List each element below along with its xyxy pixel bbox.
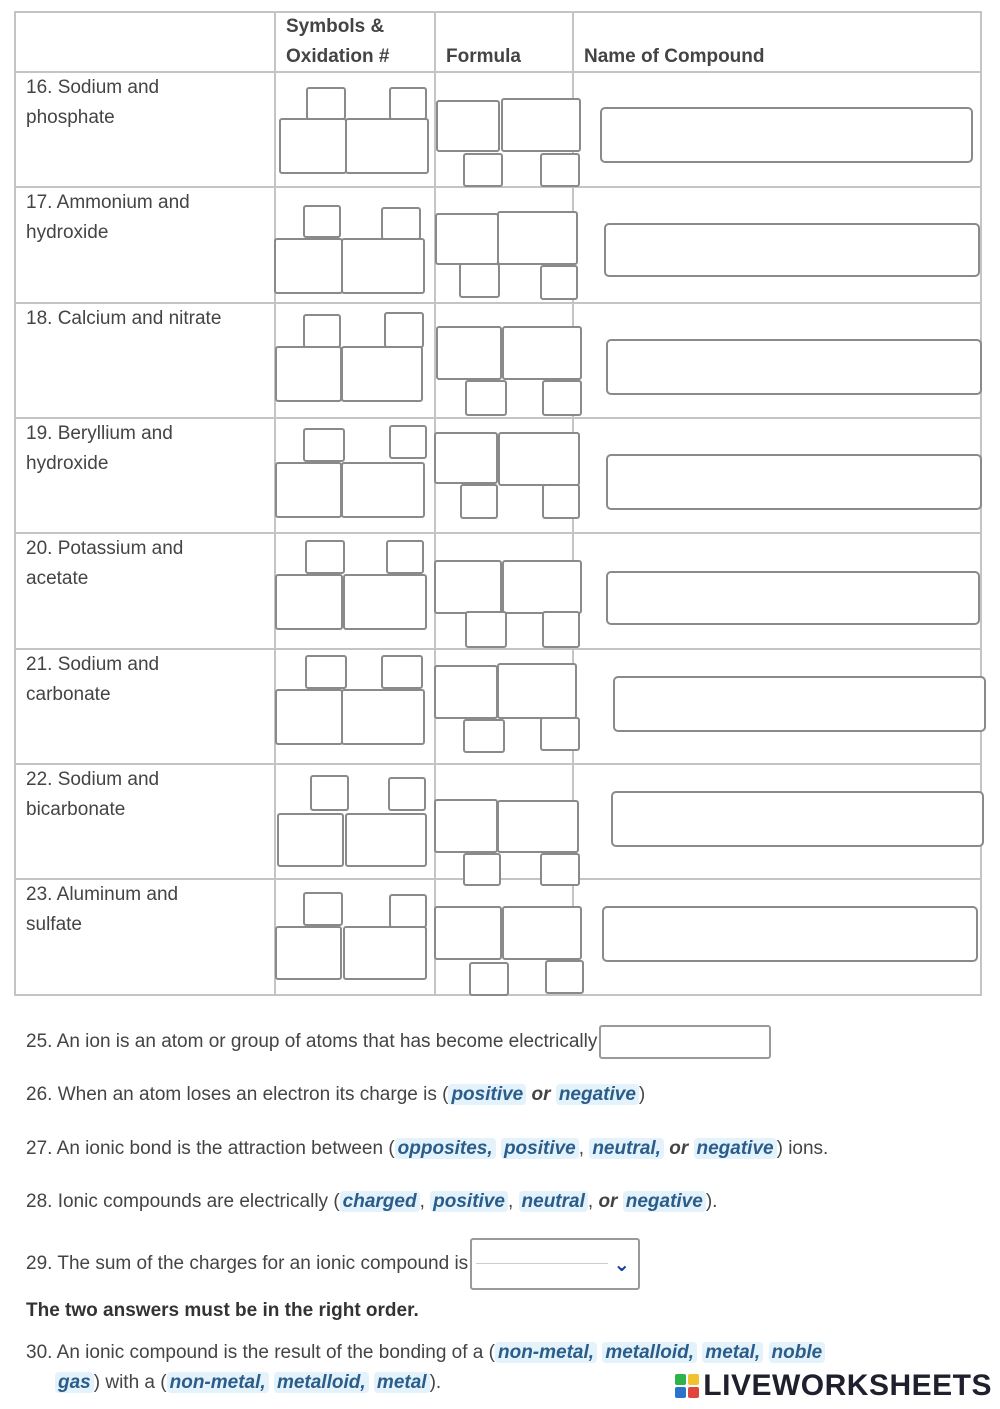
logo-text: LIVEWORKSHEETS (703, 1369, 992, 1402)
question-29-text: 29. The sum of the charges for an ionic compound is (26, 1253, 469, 1275)
oxidation-input-cation[interactable] (303, 428, 345, 462)
table-border-top (14, 11, 982, 13)
oxidation-input-anion[interactable] (389, 87, 427, 120)
symbol-input-cation[interactable] (275, 346, 342, 402)
formula-input-cation[interactable] (436, 100, 500, 152)
symbol-input-cation[interactable] (275, 926, 342, 980)
question-25-answer-input[interactable] (599, 1025, 771, 1059)
formula-input-anion[interactable] (497, 211, 578, 265)
oxidation-input-cation[interactable] (310, 775, 349, 811)
paren: ). (705, 1191, 718, 1212)
formula-input-anion[interactable] (497, 663, 577, 719)
formula-input-cation[interactable] (434, 799, 498, 853)
formula-input-cation[interactable] (434, 665, 498, 719)
option-non-metal[interactable]: non-metal, (495, 1342, 597, 1363)
option-negative[interactable]: negative (556, 1084, 639, 1105)
option-positive[interactable]: positive (430, 1191, 508, 1212)
question-28: 28. Ionic compounds are electrically ( charged , positive , neutral , or negative ). (26, 1191, 718, 1212)
formula-subscript-cation[interactable] (463, 719, 505, 753)
paren: ) ions. (776, 1138, 829, 1159)
compound-name-input[interactable] (606, 454, 982, 510)
question-26-text: 26. When an atom loses an electron its charge is (26, 1084, 443, 1105)
conjunction: or (598, 1191, 618, 1212)
formula-subscript-cation[interactable] (469, 962, 509, 996)
option-metal[interactable]: metal, (702, 1342, 763, 1363)
row-label-18: 18. Calcium and nitrate (26, 308, 222, 329)
formula-subscript-anion[interactable] (545, 960, 584, 994)
compound-name-input[interactable] (606, 571, 980, 625)
liveworksheets-logo-icon (675, 1374, 699, 1398)
question-26 (26, 1080, 645, 1110)
option-metal[interactable]: metal (374, 1372, 430, 1393)
oxidation-input-cation[interactable] (303, 314, 341, 348)
option-positive[interactable]: positive (501, 1138, 579, 1159)
oxidation-input-anion[interactable] (381, 655, 423, 689)
oxidation-input-anion[interactable] (388, 777, 426, 811)
symbol-input-anion[interactable] (341, 346, 423, 402)
conjunction: or (531, 1084, 551, 1105)
question-27-text: 27. An ionic bond is the attraction between (26, 1138, 389, 1159)
compound-name-input[interactable] (604, 223, 980, 277)
order-note: The two answers must be in the right order. (26, 1300, 419, 1321)
liveworksheets-logo (675, 1369, 992, 1403)
row-label-20: 20. Potassium and acetate (26, 538, 184, 589)
comma: , (578, 1138, 585, 1159)
formula-input-cation[interactable] (434, 906, 502, 960)
symbol-input-anion[interactable] (341, 462, 425, 518)
header-formula: Formula (446, 46, 521, 67)
formula-subscript-cation[interactable] (463, 853, 501, 886)
symbol-input-cation[interactable] (275, 574, 343, 630)
symbol-input-anion[interactable] (345, 118, 429, 174)
question-30-line2 (55, 1368, 441, 1398)
formula-subscript-cation[interactable] (459, 263, 500, 298)
table-border-left (14, 11, 16, 996)
formula-input-cation[interactable] (435, 213, 499, 265)
formula-subscript-anion[interactable] (540, 853, 580, 886)
oxidation-input-anion[interactable] (381, 207, 421, 240)
symbol-input-anion[interactable] (341, 238, 425, 294)
oxidation-input-cation[interactable] (305, 655, 347, 689)
formula-input-anion[interactable] (497, 800, 579, 853)
option-opposites[interactable]: opposites, (395, 1138, 496, 1159)
row-label-22: 22. Sodium and bicarbonate (26, 769, 160, 820)
symbol-input-cation[interactable] (274, 238, 343, 294)
header-symbols: Symbols & Oxidation # (286, 16, 390, 67)
formula-input-cation[interactable] (436, 326, 502, 380)
row-label-19: 19. Beryllium and hydroxide (26, 423, 173, 474)
symbol-input-anion[interactable] (343, 926, 427, 980)
compound-name-input[interactable] (606, 339, 982, 395)
option-charged[interactable]: charged (340, 1191, 420, 1212)
row-label-16: 16. Sodium and phosphate (26, 77, 160, 128)
row-label-21: 21. Sodium and carbonate (26, 654, 160, 705)
oxidation-input-anion[interactable] (384, 312, 424, 348)
oxidation-input-cation[interactable] (306, 87, 346, 120)
option-metalloid[interactable]: metalloid, (602, 1342, 697, 1363)
oxidation-input-cation[interactable] (303, 892, 343, 926)
formula-subscript-cation[interactable] (463, 153, 503, 187)
formula-subscript-anion[interactable] (542, 611, 580, 648)
row-label-17: 17. Ammonium and hydroxide (26, 192, 190, 243)
formula-input-cation[interactable] (434, 560, 502, 614)
compound-name-input[interactable] (600, 107, 973, 163)
oxidation-input-anion[interactable] (386, 540, 424, 574)
formula-input-anion[interactable] (502, 560, 582, 614)
formula-subscript-cation[interactable] (460, 484, 498, 519)
symbol-input-cation[interactable] (275, 462, 342, 518)
oxidation-input-anion[interactable] (389, 425, 427, 459)
compound-name-input[interactable] (613, 676, 986, 732)
question-30-text: 30. An ionic compound is the result of the bonding of a (26, 1342, 489, 1363)
oxidation-input-cation[interactable] (303, 205, 341, 238)
compound-name-input[interactable] (611, 791, 984, 847)
paren: ( (488, 1342, 495, 1363)
option-non-metal[interactable]: non-metal, (167, 1372, 269, 1393)
question-27 (26, 1134, 828, 1164)
option-noble-gas-cont[interactable]: gas (55, 1372, 94, 1393)
question-28-text: 28. Ionic compounds are electrically (26, 1191, 334, 1212)
oxidation-input-cation[interactable] (305, 540, 345, 574)
formula-input-anion[interactable] (502, 906, 582, 960)
chevron-down-icon: ⌄ (613, 1254, 631, 1276)
formula-input-anion[interactable] (502, 326, 582, 380)
symbol-input-anion[interactable] (341, 689, 425, 745)
formula-subscript-cation[interactable] (465, 611, 507, 648)
symbol-input-cation[interactable] (277, 813, 344, 867)
formula-input-anion[interactable] (498, 432, 580, 486)
formula-input-anion[interactable] (501, 98, 581, 152)
option-neutral[interactable]: neutral (519, 1191, 588, 1212)
symbol-input-anion[interactable] (345, 813, 427, 867)
symbol-input-cation[interactable] (275, 689, 343, 745)
compound-name-input[interactable] (602, 906, 978, 962)
formula-subscript-anion[interactable] (542, 380, 582, 416)
question-29-answer-select[interactable] (470, 1238, 640, 1290)
conjunction: or (669, 1138, 689, 1159)
oxidation-input-anion[interactable] (389, 894, 427, 928)
option-noble-gas[interactable]: noble (769, 1342, 826, 1363)
option-negative[interactable]: negative (694, 1138, 777, 1159)
symbol-input-cation[interactable] (279, 118, 347, 174)
option-neutral[interactable]: neutral, (589, 1138, 664, 1159)
question-29 (26, 1238, 640, 1290)
formula-subscript-anion[interactable] (542, 484, 580, 519)
paren: ( (442, 1084, 449, 1105)
question-30-mid-text: ) with a (93, 1372, 161, 1393)
formula-subscript-anion[interactable] (540, 717, 580, 751)
paren: ( (333, 1191, 340, 1212)
option-metalloid[interactable]: metalloid, (274, 1372, 369, 1393)
paren: ). (429, 1372, 442, 1393)
paren: ( (160, 1372, 167, 1393)
row-label-23: 23. Aluminum and sulfate (26, 884, 179, 935)
formula-subscript-anion[interactable] (540, 265, 578, 300)
formula-input-cation[interactable] (434, 432, 498, 484)
paren: ( (388, 1138, 395, 1159)
formula-subscript-cation[interactable] (465, 380, 507, 416)
select-underline (476, 1263, 608, 1264)
paren: ) (638, 1084, 646, 1105)
option-negative[interactable]: negative (623, 1191, 706, 1212)
option-positive[interactable]: positive (448, 1084, 526, 1105)
question-25-text: 25. An ion is an atom or group of atoms that has become electrically (26, 1031, 598, 1053)
header-name-of-compound: Name of Compound (584, 46, 765, 67)
symbol-input-anion[interactable] (343, 574, 427, 630)
question-25 (26, 1025, 771, 1059)
question-30 (26, 1338, 825, 1368)
formula-subscript-anion[interactable] (540, 153, 580, 187)
